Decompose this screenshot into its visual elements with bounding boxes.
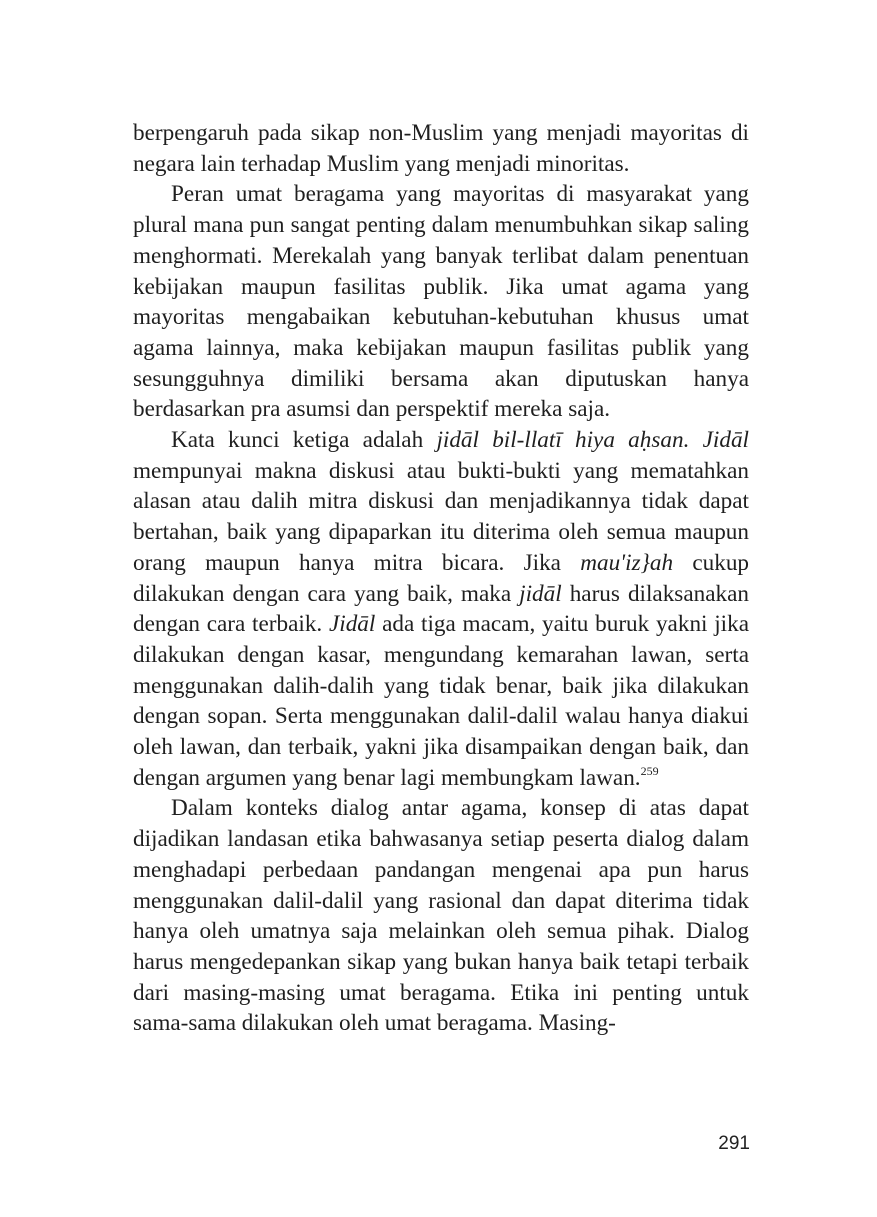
- paragraph-3: [133, 425, 749, 793]
- paragraph-3-text-6: ada tiga macam, yaitu buruk yakni jika dilakukan dengan kasar, mengundang kemarahan lawan, serta menggunakan dalih-dalih yang tidak benar, baik jika dilakukan dengan sopan. Serta menggunakan dalil-dalil walau hanya diakui oleh lawan, dan terbaik, yakni jika disampaikan dengan baik, dan dengan argumen yang benar lagi membungkam lawan.: [133, 611, 749, 791]
- paragraph-3-text-5: harus dilaksanakan dengan cara terbaik.: [133, 580, 749, 638]
- paragraph-2: [133, 179, 749, 425]
- paragraph-3-text-3: mempunyai makna diskusi atau bukti-bukti yang mematahkan alasan atau dalih mitra diskusi dan menjadikannya tidak dapat bertahan, baik yang dipaparkan itu diterima oleh semua maupun orang maupun hanya mitra bicara. Jika: [133, 457, 749, 576]
- page-body: [133, 118, 749, 1039]
- page-number: 291: [718, 1133, 750, 1154]
- paragraph-3-text-2: [689, 427, 702, 453]
- footnote-marker: 259: [640, 763, 659, 778]
- arabic-term-jidal-bil-llati: jidāl bil-llatī hiya aḥsan.: [436, 427, 690, 454]
- paragraph-4: [133, 793, 749, 1039]
- paragraph-3-text-1: Kata kunci ketiga adalah: [171, 427, 437, 454]
- arabic-term-jidal-3: Jidāl: [328, 611, 376, 638]
- paragraph-1-text: berpengaruh pada sikap non-Muslim yang menjadi mayoritas di negara lain terhadap Muslim yang menjadi minoritas.: [133, 120, 749, 177]
- paragraph-4-text: Dalam konteks dialog antar agama, konsep di atas dapat dijadikan landasan etika bahwasanya setiap peserta dialog dalam menghadapi perbedaan pandangan mengenai apa pun harus menggunakan dalil-dalil yang rasional dan dapat diterima tidak hanya oleh umatnya saja melainkan oleh semua pihak. Dialog harus mengedepankan sikap yang bukan hanya baik tetapi terbaik dari masing-masing umat beragama. Etika ini penting untuk sama-sama dilakukan oleh umat beragama. Masing-: [133, 795, 749, 1037]
- arabic-term-jidal: Jidāl: [702, 427, 749, 454]
- arabic-term-jidal-2: jidāl: [519, 580, 562, 607]
- paragraph-3-text-4: cukup dilakukan dengan cara yang baik, maka: [133, 549, 750, 607]
- paragraph-1: [133, 118, 749, 179]
- arabic-term-mauizah: mau'iz}ah: [580, 549, 674, 576]
- paragraph-2-text: Peran umat beragama yang mayoritas di masyarakat yang plural mana pun sangat penting dalam menumbuhkan sikap saling menghormati. Merekalah yang banyak terlibat dalam penentuan kebijakan maupun fasilitas publik. Jika umat agama yang mayoritas mengabaikan kebutuhan-kebutuhan khusus umat agama lainnya, maka kebijakan maupun fasilitas publik yang sesungguhnya dimiliki bersama akan diputuskan hanya berdasarkan pra asumsi dan perspektif mereka saja.: [133, 181, 749, 423]
